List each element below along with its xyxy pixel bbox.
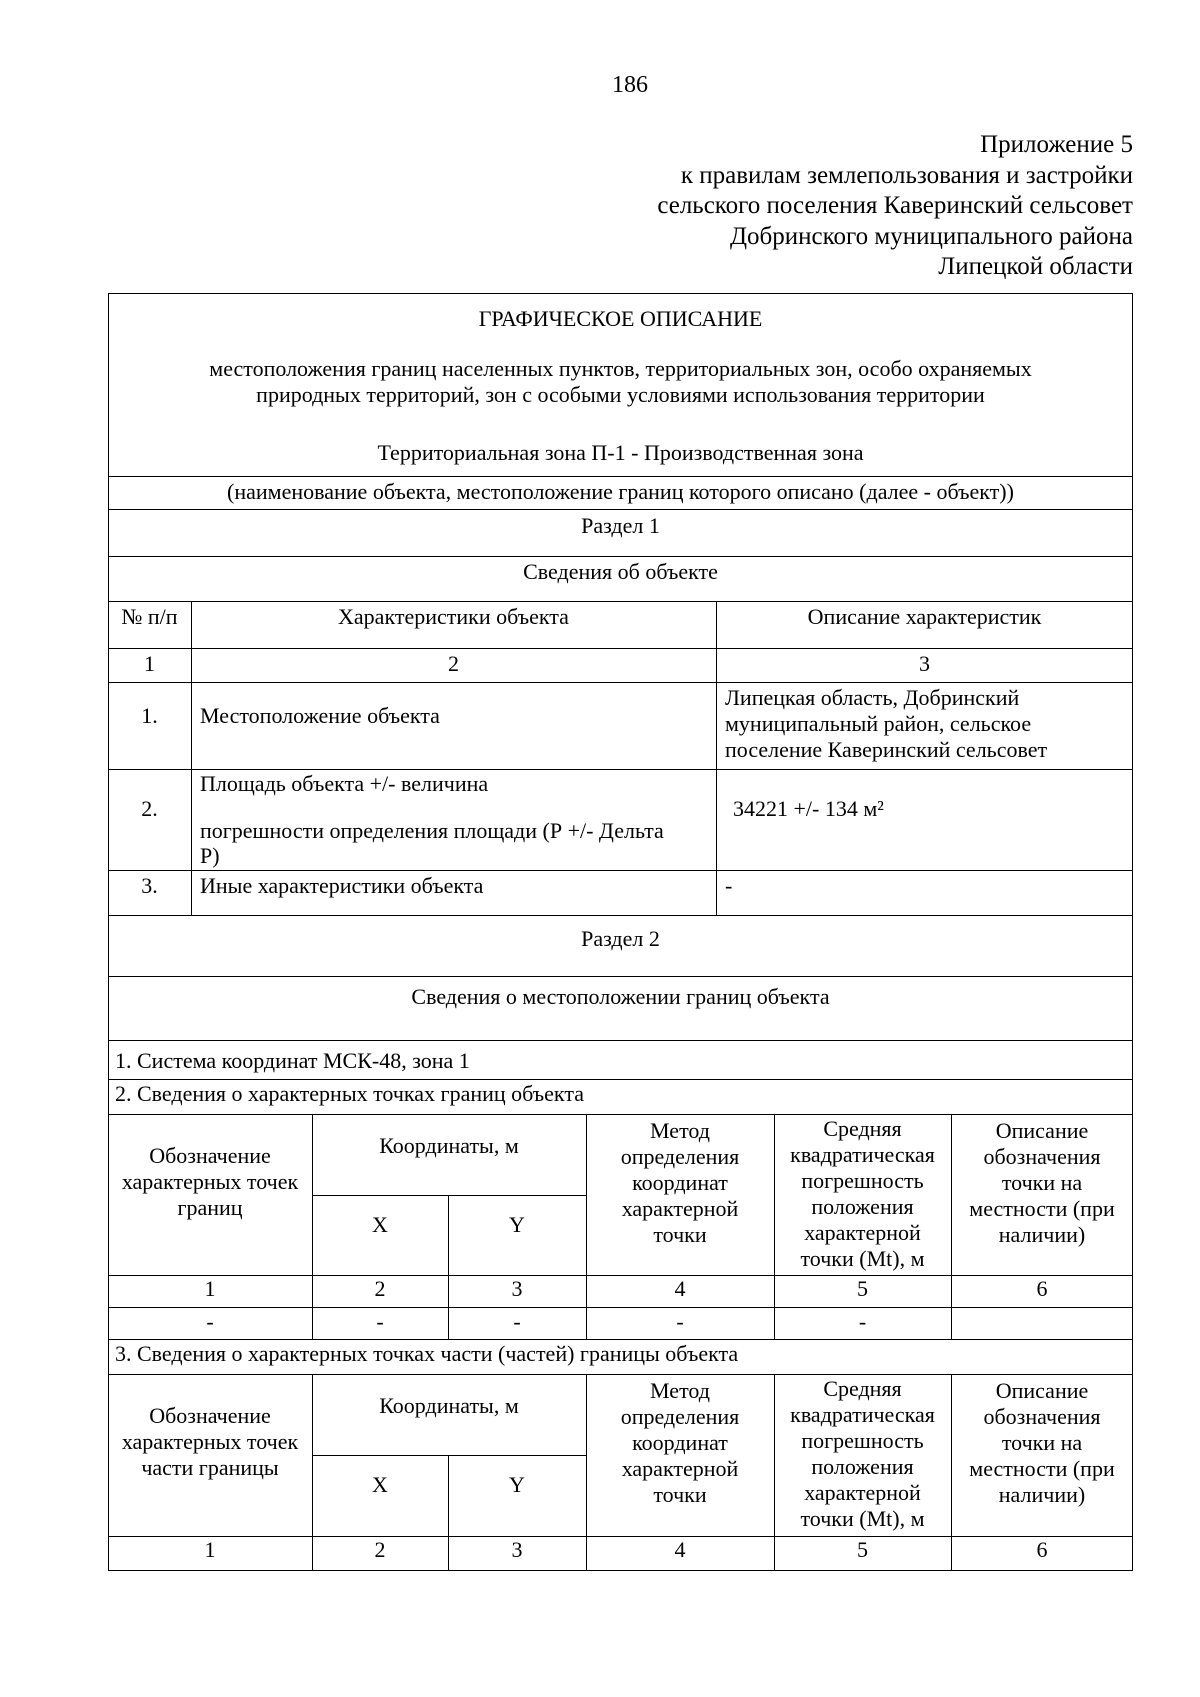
characteristic-name: Р) [200,843,220,868]
column-number: 4 [674,1276,686,1301]
table2-method-header [586,1376,774,1510]
column-number: 1 [204,1537,216,1562]
table1-col1-header [108,1142,312,1222]
characteristic-desc: 34221 +/- 134 м² [733,796,884,821]
header-line: положения [811,1454,914,1479]
header-line: характерной [804,1480,921,1505]
page-number: 186 [612,72,648,98]
table2-coords-header: Координаты, м [379,1393,519,1418]
header-line: местности (при [969,1456,1115,1481]
divider [312,1195,586,1196]
table1-method-header [586,1116,774,1250]
header-line: Обозначение [149,1143,271,1168]
divider [108,1307,1133,1308]
header-line: характерной [621,1456,739,1481]
header-line: характерной [804,1220,921,1245]
table1-error-header [774,1116,951,1276]
parts-title: 3. Сведения о характерных точках части (частей) границы объекта [115,1341,739,1366]
header-line: местности (при [969,1196,1115,1221]
column-header-description: Описание характеристик [807,604,1042,629]
characteristic-name: Площадь объекта +/- величина [200,771,489,796]
section1-title: Раздел 1 [581,513,660,538]
header-line: характерных точек [121,1169,299,1194]
header-line: точки на [1001,1430,1083,1455]
header-line: погрешность [801,1428,924,1453]
divider [108,509,1133,510]
header-line: Средняя [823,1116,902,1141]
appendix-line: к правилам землепользования и застройки [680,161,1133,189]
header-line: Описание [995,1118,1089,1143]
header-line: Метод [650,1378,710,1403]
header-line: Средняя [823,1376,902,1401]
document-subtitle-line2: природных территорий, зон с особыми условиями использования территории [256,382,985,407]
divider [108,1114,1133,1115]
header-line: координат [632,1170,728,1195]
column-number: 4 [674,1537,686,1562]
row-number: 2. [141,796,158,821]
header-line: характерных точек [121,1429,299,1454]
header-line: границ [177,1195,243,1220]
header-line: Метод [650,1118,710,1143]
table1-desc-header [951,1116,1133,1250]
characteristic-name: погрешности определения площади (Р +/- Дельта [200,818,664,843]
table-cell: - [513,1309,521,1334]
divider [108,556,1133,557]
header-line: точки [653,1482,707,1507]
header-line: Обозначение [149,1403,271,1428]
points-title: 2. Сведения о характерных точках границ объекта [115,1081,584,1106]
section2-title: Раздел 2 [581,926,660,951]
table-cell: - [858,1309,867,1334]
characteristic-desc-line: муниципальный район, сельское [725,711,1032,736]
divider [108,682,1133,683]
header-line: погрешность [801,1168,924,1193]
column-number: 2 [448,651,459,676]
table-cell: - [676,1309,684,1334]
column-number: 6 [1036,1537,1048,1562]
divider [108,870,1133,871]
appendix-line: Приложение 5 [980,131,1133,158]
table2-desc-header [951,1376,1133,1510]
header-line: наличии) [998,1482,1086,1507]
characteristic-desc-line: Липецкая область, Добринский [725,685,1020,710]
characteristic-desc: - [725,873,733,898]
appendix-line: Добринского муниципального района [729,222,1133,250]
table1-x-header: X [372,1212,388,1237]
header-line: наличии) [998,1222,1086,1247]
divider [108,476,1133,477]
characteristic-name: Иные характеристики объекта [200,873,484,898]
appendix-line: сельского поселения Каверинский сельсовет [657,192,1133,219]
divider [108,915,1133,916]
divider [108,976,1133,977]
row-number: 3. [141,873,158,898]
column-header-num: № п/п [121,604,178,629]
divider [108,648,1133,649]
table2-error-header [774,1376,951,1536]
row-number: 1. [141,703,158,728]
header-line: обозначения [983,1144,1101,1169]
divider [108,1079,1133,1080]
header-line: точки (Mt), м [800,1246,925,1271]
header-line: характерной [621,1196,739,1221]
divider [108,769,1133,770]
header-line: точки на [1001,1170,1083,1195]
table1-coords-header: Координаты, м [379,1133,519,1158]
appendix-line: Липецкой области [938,253,1133,280]
table2-y-header: Y [509,1472,525,1497]
column-number: 5 [857,1276,868,1301]
table-cell: - [376,1309,384,1334]
coordinate-system: 1. Система координат МСК-48, зона 1 [115,1048,470,1073]
header-line: точки (Mt), м [800,1506,925,1531]
column-number: 3 [511,1276,523,1301]
header-line: части границы [141,1455,279,1480]
column-number: 1 [144,651,155,676]
header-line: положения [811,1194,914,1219]
header-line: определения [620,1404,740,1429]
characteristic-name: Местоположение объекта [200,703,440,728]
table-cell: - [206,1309,214,1334]
divider [108,1040,1133,1041]
object-note: (наименование объекта, местоположение границ которого описано (далее - объект)) [227,479,1014,504]
table2-col1-header [108,1402,312,1482]
header-line: определения [620,1144,740,1169]
column-number: 5 [857,1537,868,1562]
divider [108,601,1133,602]
column-header-characteristics: Характеристики объекта [338,604,569,629]
column-number: 3 [511,1537,523,1562]
document-title: ГРАФИЧЕСКОЕ ОПИСАНИЕ [478,306,763,331]
column-number: 1 [204,1276,216,1301]
zone-name: Территориальная зона П-1 - Производственная зона [377,440,864,465]
appendix-header [657,130,1133,283]
column-number: 3 [919,651,930,676]
header-line: точки [653,1222,707,1247]
divider [108,1374,1133,1375]
header-line: обозначения [983,1404,1101,1429]
section2-subtitle: Сведения о местоположении границ объекта [411,984,830,1009]
divider [108,1339,1133,1340]
section1-subtitle: Сведения об объекте [523,559,718,584]
header-line: Описание [995,1378,1089,1403]
table1-y-header: Y [509,1212,525,1237]
column-number: 2 [374,1276,386,1301]
divider [312,1455,586,1456]
header-line: квадратическая [790,1402,935,1427]
document-subtitle-line1: местоположения границ населенных пунктов, территориальных зон, особо охраняемых [209,356,1032,381]
table2-x-header: X [372,1472,388,1497]
column-number: 6 [1036,1276,1048,1301]
header-line: координат [632,1430,728,1455]
header-line: квадратическая [790,1142,935,1167]
column-number: 2 [374,1537,386,1562]
characteristic-desc-line: поселение Каверинский сельсовет [725,737,1048,762]
